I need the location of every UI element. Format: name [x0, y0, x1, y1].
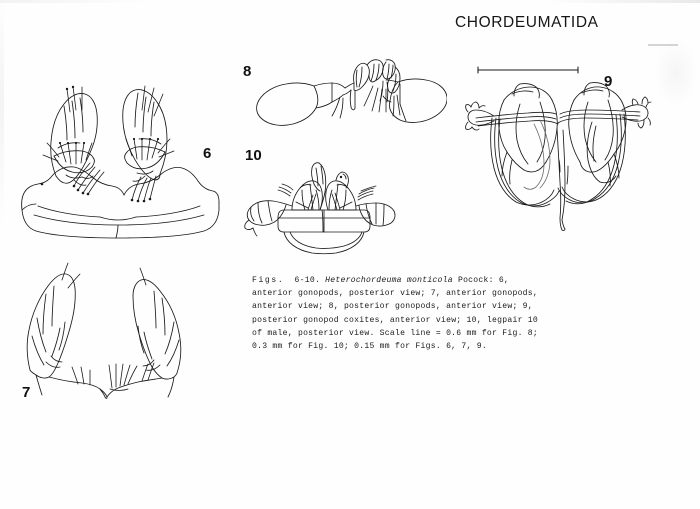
figure-6-illustration [14, 60, 224, 240]
figure-label-6: 6 [203, 145, 212, 162]
figure-10-illustration [240, 160, 405, 255]
scan-edge-top [0, 0, 700, 3]
caption-figure-range: 6-10. [294, 276, 321, 285]
figure-9-illustration [462, 60, 652, 245]
figure-label-8: 8 [243, 63, 252, 80]
caption-body: 6, anterior [252, 276, 510, 299]
caption-authority: Pocock: [457, 276, 494, 285]
caption-body-2: gonopods, posterior view; 7, anterior gonopods, anterior view; 8, [252, 289, 538, 312]
caption-body-6: 9. [476, 342, 487, 352]
running-head: CHORDEUMATIDA [455, 14, 599, 31]
figure-label-10: 10 [245, 147, 262, 164]
scan-artifact-mark [648, 44, 678, 46]
caption-species-name: Heterochordeuma monticola [325, 276, 453, 285]
scan-edge-left [0, 0, 4, 509]
caption-body-4: anterior view; 10, legpair 10 of male, posterior view. Scale line [252, 315, 539, 338]
caption-body-3: posterior gonopods, anterior view; 9, posterior gonopod coxites, [252, 302, 533, 325]
figure-7-illustration [16, 258, 196, 408]
caption-body-5: = 0.6 mm for Fig. 8; 0.3 mm for Fig. 10; 0.15 mm for Figs. 6, 7, [252, 328, 539, 352]
scale-bar [478, 67, 578, 73]
scan-smudge [654, 38, 698, 108]
figure-label-9: 9 [604, 73, 613, 90]
figure-label-7: 7 [22, 384, 31, 401]
figure-8-illustration [252, 58, 447, 148]
caption-figs-prefix: Figs. [252, 276, 285, 285]
figure-caption [252, 274, 552, 353]
